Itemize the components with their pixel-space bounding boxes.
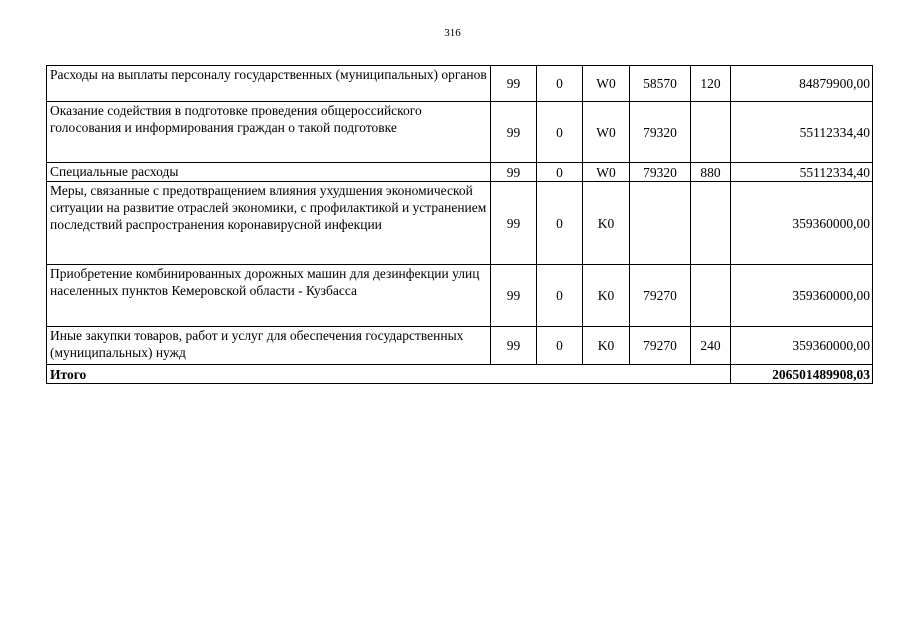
code-4: 79270 [630, 265, 691, 327]
code-4 [630, 182, 691, 265]
code-2: 0 [537, 182, 583, 265]
code-3: K0 [583, 182, 630, 265]
code-2: 0 [537, 66, 583, 102]
code-4: 79320 [630, 163, 691, 182]
expense-name: Меры, связанные с предотвращением влияния ухудшения экономической ситуации на развитие отраслей экономики, с профилактикой и устранением последствий распространения коронавирусной инфекции [47, 182, 491, 265]
expense-name: Оказание содействия в подготовке проведения общероссийского голосования и информирования граждан о такой подготовке [47, 102, 491, 163]
amount: 55112334,40 [731, 102, 873, 163]
code-3: K0 [583, 327, 630, 365]
total-amount: 206501489908,03 [731, 365, 873, 384]
code-5: 120 [691, 66, 731, 102]
code-5: 240 [691, 327, 731, 365]
code-1: 99 [491, 163, 537, 182]
code-2: 0 [537, 102, 583, 163]
code-4: 58570 [630, 66, 691, 102]
code-5 [691, 182, 731, 265]
code-2: 0 [537, 265, 583, 327]
code-4: 79320 [630, 102, 691, 163]
code-3: W0 [583, 163, 630, 182]
amount: 359360000,00 [731, 182, 873, 265]
code-1: 99 [491, 265, 537, 327]
total-label: Итого [47, 365, 731, 384]
amount: 84879900,00 [731, 66, 873, 102]
code-3: W0 [583, 66, 630, 102]
code-3: W0 [583, 102, 630, 163]
code-1: 99 [491, 102, 537, 163]
expense-name: Расходы на выплаты персоналу государственных (муниципальных) органов [47, 66, 491, 102]
expense-name: Иные закупки товаров, работ и услуг для обеспечения государственных (муниципальных) нужд [47, 327, 491, 365]
table-row [47, 102, 873, 163]
code-1: 99 [491, 327, 537, 365]
total-row [47, 365, 873, 384]
code-4: 79270 [630, 327, 691, 365]
code-1: 99 [491, 182, 537, 265]
code-1: 99 [491, 66, 537, 102]
code-2: 0 [537, 163, 583, 182]
amount: 359360000,00 [731, 265, 873, 327]
expense-name: Специальные расходы [47, 163, 491, 182]
code-5: 880 [691, 163, 731, 182]
budget-table [46, 65, 873, 384]
expense-name: Приобретение комбинированных дорожных машин для дезинфекции улиц населенных пунктов Кемеровской области - Кузбасса [47, 265, 491, 327]
page-number: 316 [444, 27, 461, 39]
amount: 55112334,40 [731, 163, 873, 182]
code-2: 0 [537, 327, 583, 365]
code-3: K0 [583, 265, 630, 327]
amount: 359360000,00 [731, 327, 873, 365]
table-row [47, 265, 873, 327]
code-5 [691, 102, 731, 163]
table-row [47, 182, 873, 265]
table-row [47, 163, 873, 182]
table-row [47, 66, 873, 102]
code-5 [691, 265, 731, 327]
table-row [47, 327, 873, 365]
